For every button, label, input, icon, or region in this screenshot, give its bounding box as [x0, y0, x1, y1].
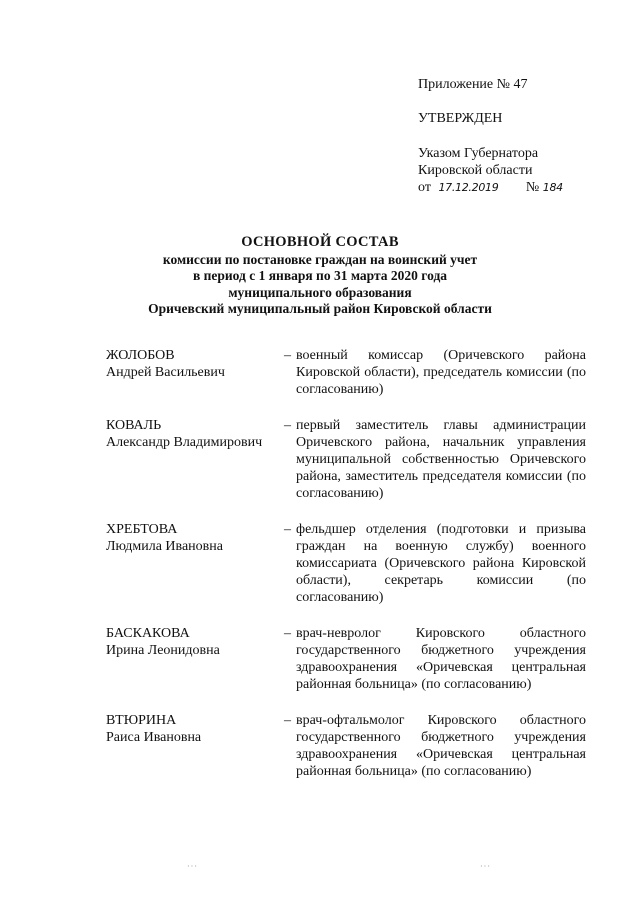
member-given-name: Андрей Васильевич [106, 365, 225, 380]
decree-date-line [418, 179, 628, 196]
decree-line-1: Указом Губернатора [418, 146, 539, 161]
member-given-name: Ирина Леонидовна [106, 643, 220, 658]
title-main: ОСНОВНОЙ СОСТАВ [241, 234, 399, 250]
member-entry [106, 417, 586, 502]
member-name [106, 521, 284, 606]
member-name [106, 625, 284, 693]
scan-artifact: ··· [480, 862, 491, 871]
member-given-name: Раиса Ивановна [106, 730, 202, 745]
member-dash: – [284, 713, 291, 728]
member-given-name: Александр Владимирович [106, 435, 263, 450]
member-dash: – [284, 348, 291, 363]
title-line-4: Оричевский муниципальный район Кировской области [148, 301, 492, 316]
document-title [0, 234, 640, 318]
date-prefix: от [418, 180, 431, 195]
member-surname: КОВАЛЬ [106, 418, 162, 433]
title-line-2: в период с 1 января по 31 марта 2020 года [192, 268, 448, 283]
approval-header [418, 76, 628, 196]
member-role: врач-невролог Кировского областного государственного бюджетного учреждения здравоохранения «Оричевская центральная районная больница» (по согласованию) [296, 626, 586, 692]
member-dash: – [284, 626, 291, 641]
title-line-3: муниципального образования [228, 284, 412, 300]
members-list [106, 347, 586, 780]
handwritten-date: 17.12.2019 [438, 181, 499, 194]
member-surname: ХРЕБТОВА [106, 522, 178, 537]
member-surname: БАСКАКОВА [106, 626, 190, 641]
title-line-1: комиссии по постановке граждан на воинский учет [162, 251, 478, 267]
member-entry [106, 347, 586, 398]
member-entry [106, 625, 586, 693]
scan-artifact: ··· [187, 862, 198, 871]
member-entry [106, 712, 586, 780]
member-role: военный комиссар (Оричевского района Кировской области), председатель комиссии (по согласованию) [296, 348, 586, 397]
member-surname: ЖОЛОБОВ [106, 348, 175, 363]
member-dash: – [284, 522, 291, 537]
member-role: фельдшер отделения (подготовки и призыва граждан на военную службу) военного комиссариата (Оричевского района Кировской области), секретарь комиссии (по согласованию) [296, 522, 586, 605]
decree-line-2: Кировской области [418, 163, 533, 178]
number-prefix: № [525, 180, 540, 195]
member-name [106, 712, 284, 780]
member-given-name: Людмила Ивановна [106, 539, 223, 554]
member-entry [106, 521, 586, 606]
member-surname: ВТЮРИНА [106, 713, 177, 728]
member-name [106, 417, 284, 502]
appendix-number: Приложение № 47 [418, 77, 528, 92]
member-name [106, 347, 284, 398]
member-dash: – [284, 418, 291, 433]
approved-stamp: УТВЕРЖДЕН [418, 111, 503, 126]
handwritten-number: 184 [542, 181, 563, 194]
member-role: врач-офтальмолог Кировского областного государственного бюджетного учреждения здравоохранения «Оричевская центральная районная больница» (по согласованию) [296, 713, 586, 779]
member-role: первый заместитель главы администрации Оричевского района, начальник управления муниципальной собственностью Оричевского района, заместитель председателя комиссии (по согласованию) [296, 418, 586, 501]
